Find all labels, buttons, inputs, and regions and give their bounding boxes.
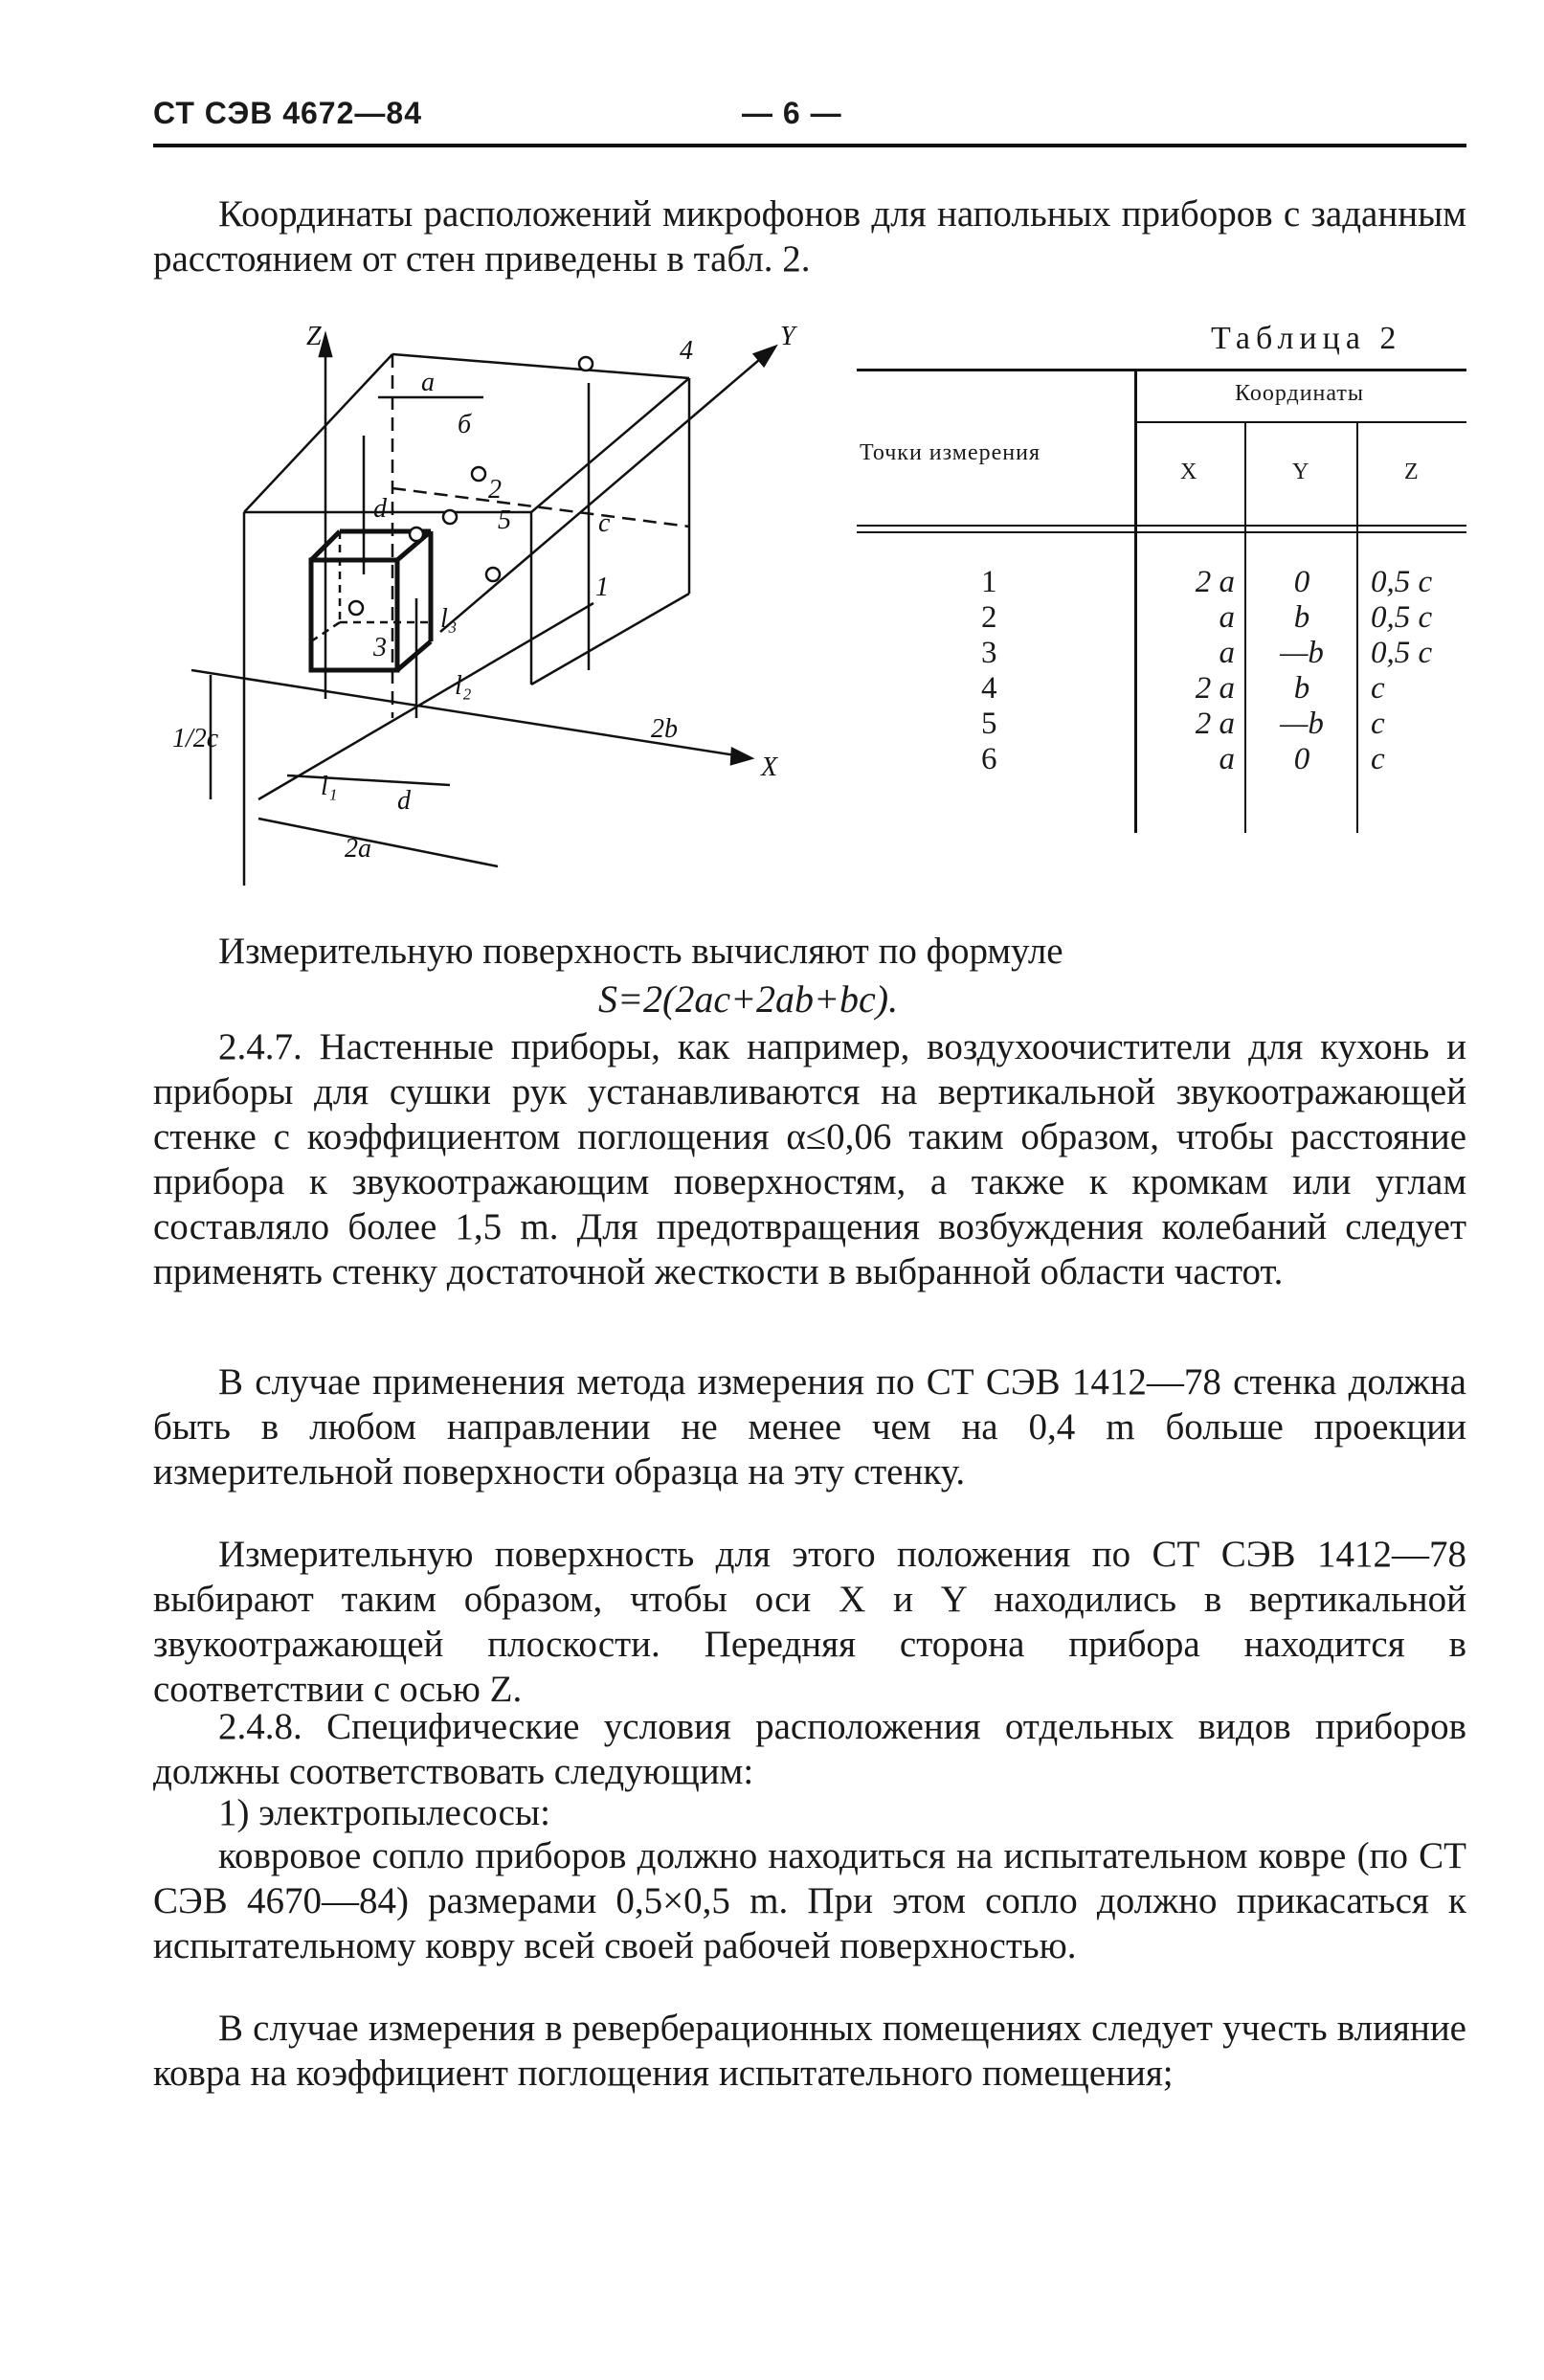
paragraph-reverberation: В случае измерения в реверберационных помещениях следует учесть влияние ковра на коэффициент поглощения испытательного помещения; bbox=[153, 2008, 1466, 2094]
dim-d-label: d bbox=[373, 494, 387, 524]
formula-intro: Измерительную поверхность вычисляют по формуле bbox=[218, 931, 1063, 972]
table-row: 6 bbox=[981, 742, 997, 776]
y-col-header: Y bbox=[1292, 460, 1310, 484]
x-cell: a bbox=[1219, 636, 1235, 670]
table-col-points bbox=[981, 565, 997, 777]
measurement-surface-figure bbox=[153, 316, 823, 909]
table-col-z bbox=[1371, 565, 1466, 777]
z-axis-label: Z bbox=[306, 322, 322, 351]
dim-d2-label: d bbox=[397, 786, 411, 816]
paragraph-carpet-nozzle: ковровое сопло приборов должно находиться на испытательном ковре (по СТ СЭВ 4670—84) размерами 0,5×0,5 m. При этом сопло должно прикасаться к испытательному ковру всей своей рабочей поверхностью. bbox=[153, 1835, 1466, 1966]
dim-2a-label: 2a bbox=[345, 834, 371, 864]
table-row: 4 bbox=[981, 671, 997, 706]
list-item-vacuum: 1) электропылесосы: bbox=[218, 1792, 550, 1833]
dim-half-c-label: 1/2c bbox=[172, 724, 219, 753]
z-col-header: Z bbox=[1404, 460, 1420, 484]
y-cell: 0 bbox=[1293, 742, 1310, 776]
y-cell: 0 bbox=[1293, 565, 1310, 599]
x-col-header: X bbox=[1180, 460, 1198, 484]
x-cell: 2 a bbox=[1195, 671, 1235, 706]
dim-c-label: c bbox=[598, 508, 611, 538]
header-rule bbox=[153, 144, 1466, 147]
table-title: Таблица 2 bbox=[1211, 321, 1402, 356]
table-vline-1 bbox=[1134, 369, 1137, 833]
z-cell: c bbox=[1371, 742, 1385, 776]
coords-header: Координаты bbox=[1235, 381, 1365, 406]
table-vline-2 bbox=[1244, 421, 1246, 833]
table-row: 2 bbox=[981, 600, 997, 635]
table-col-y bbox=[1254, 565, 1350, 777]
intro-paragraph: Координаты расположений микрофонов для напольных приборов с заданным расстоянием от стен приведены в табл. 2. bbox=[153, 193, 1466, 280]
table-col-x bbox=[1149, 565, 1235, 777]
paragraph-surface-position: Измерительную поверхность для этого положения по СТ СЭВ 1412—78 выбирают таким образом, чтобы оси X и Y находились в вертикальной звукоотражающей плоскости. Передняя сторона прибора находится в соответствии с осью Z. bbox=[153, 1534, 1466, 1710]
y-cell: —b bbox=[1280, 707, 1324, 741]
dim-l2-label: l₂ bbox=[455, 671, 472, 701]
table-header-rule-2 bbox=[857, 531, 1466, 533]
z-cell: 0,5 c bbox=[1371, 600, 1433, 635]
x-axis-label: X bbox=[761, 752, 778, 782]
y-cell: b bbox=[1293, 671, 1310, 706]
table-top-rule bbox=[857, 369, 1466, 371]
point-2-label: 2 bbox=[488, 475, 502, 505]
coords-rule bbox=[1137, 421, 1466, 423]
z-cell: c bbox=[1371, 707, 1385, 741]
x-cell: a bbox=[1219, 600, 1235, 635]
paragraph-2-4-7: 2.4.7. Настенные приборы, как например, воздухоочистители для кухонь и приборы для сушки рук устанавливаются на вертикальной звукоотражающей стенке с коэффициентом поглощения α≤0,06 таким образом, чтобы расстояние прибора к звукоотражающим поверхностям, а также к кромкам или углам составляло более 1,5 m. Для предотвращения возбуждения колебаний следует применять стенку достаточной жесткости в выбранной области частот. bbox=[153, 1026, 1466, 1292]
y-axis-label: Y bbox=[780, 322, 795, 351]
point-1-label: 1 bbox=[595, 573, 609, 602]
page-number: — 6 — bbox=[742, 96, 842, 130]
points-header: Точки измерения bbox=[860, 440, 1041, 465]
table-vline-3 bbox=[1356, 421, 1358, 833]
z-cell: 0,5 c bbox=[1371, 565, 1433, 599]
dim-2b-label: 2b bbox=[651, 714, 678, 744]
paragraph-wall-method: В случае применения метода измерения по СТ СЭВ 1412—78 стенка должна быть в любом направлении не менее чем на 0,4 m больше проекции измерительной поверхности образца на эту стенку. bbox=[153, 1361, 1466, 1493]
table-row: 1 bbox=[981, 565, 997, 599]
y-cell: —b bbox=[1280, 636, 1324, 670]
dim-l1-label: l₁ bbox=[321, 772, 338, 801]
point-4-label: 4 bbox=[680, 336, 693, 366]
x-cell: a bbox=[1219, 742, 1235, 776]
table-row: 5 bbox=[981, 707, 997, 741]
formula: S=2(2ac+2ab+bc). bbox=[598, 977, 899, 1021]
dim-a-label: a bbox=[421, 368, 435, 397]
x-cell: 2 a bbox=[1195, 565, 1235, 599]
y-cell: b bbox=[1293, 600, 1310, 635]
x-cell: 2 a bbox=[1195, 707, 1235, 741]
point-5-label: 5 bbox=[498, 505, 511, 535]
z-cell: c bbox=[1371, 671, 1385, 706]
z-cell: 0,5 c bbox=[1371, 636, 1433, 670]
point-3-label: 3 bbox=[373, 633, 387, 662]
paragraph-2-4-8: 2.4.8. Специфические условия расположения отдельных видов приборов должны соответствовать следующим: bbox=[153, 1706, 1466, 1792]
standard-number: СТ СЭВ 4672—84 bbox=[153, 96, 422, 130]
dim-b-label: б bbox=[458, 410, 472, 439]
table-header-rule-1 bbox=[857, 525, 1466, 527]
table-row: 3 bbox=[981, 636, 997, 670]
dim-l3-label: l₃ bbox=[440, 604, 458, 634]
